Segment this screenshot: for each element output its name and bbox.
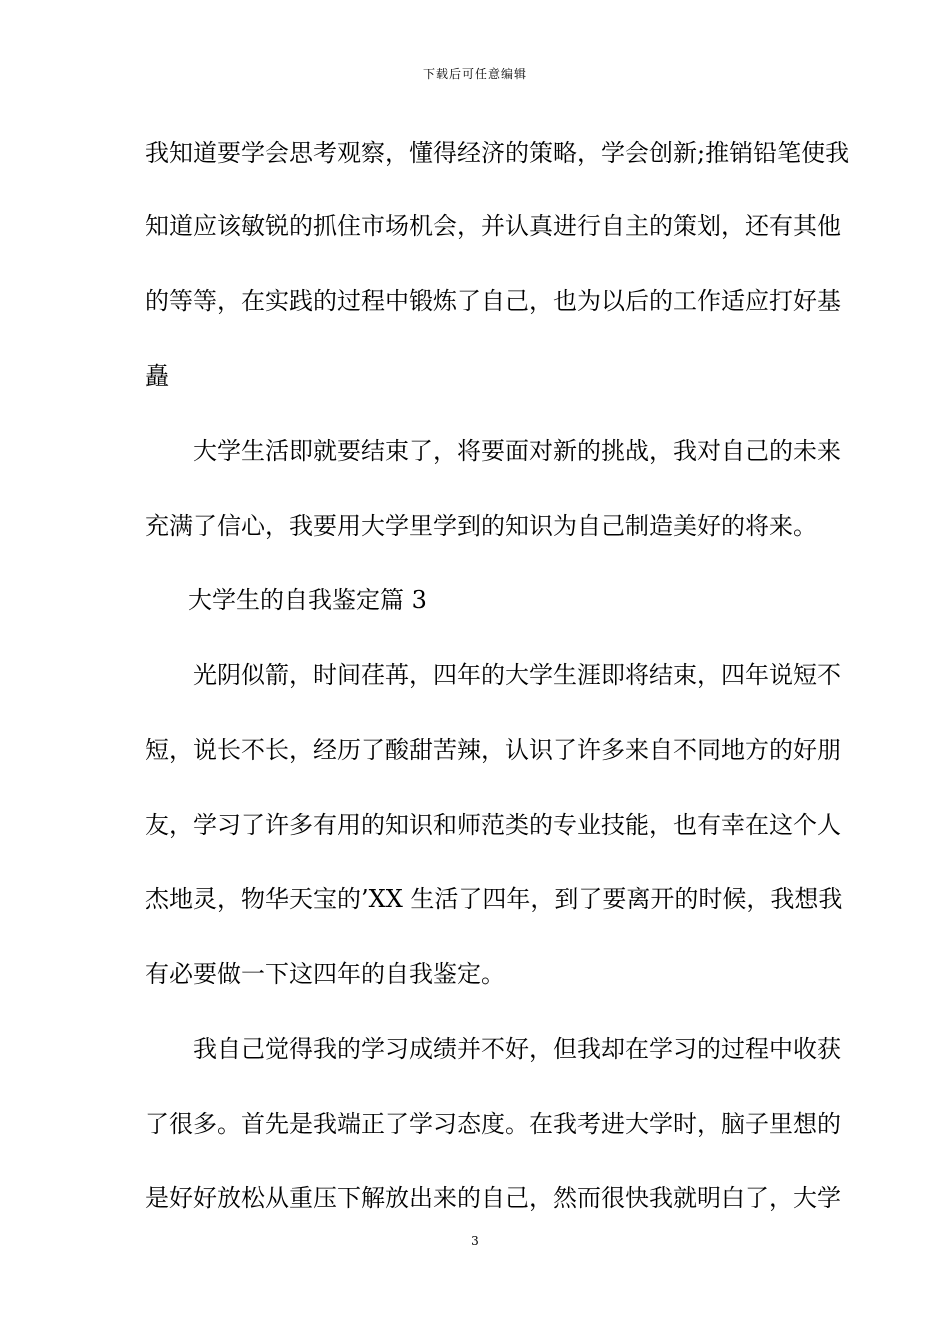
text-line: 短，说长不长，经历了酸甜苦辣，认识了许多来自不同地方的好朋 xyxy=(145,736,841,764)
text-line: 友，学习了许多有用的知识和师范类的专业技能，也有幸在这个人 xyxy=(145,811,841,839)
section-heading: 大学生的自我鉴定篇 3 xyxy=(188,586,427,614)
text-line: 的等等，在实践的过程中锻炼了自己，也为以后的工作适应打好基 xyxy=(145,287,841,315)
page-header: 下载后可任意编辑 xyxy=(422,67,527,81)
text-line: 充满了信心，我要用大学里学到的知识为自己制造美好的将来。 xyxy=(145,512,817,540)
text-line: 是好好放松从重压下解放出来的自己，然而很快我就明白了，大学 xyxy=(145,1184,841,1212)
text-line: 知道应该敏锐的抓住市场机会，并认真进行自主的策划，还有其他 xyxy=(145,212,841,240)
text-line: 了很多。首先是我端正了学习态度。在我考进大学时，脑子里想的 xyxy=(145,1110,841,1138)
text-line: 杰地灵，物华天宝的’XX 生活了四年，到了要离开的时候，我想我 xyxy=(145,885,843,913)
text-line: 有必要做一下这四年的自我鉴定。 xyxy=(145,960,505,988)
paragraph-first-line: 我自己觉得我的学习成绩并不好，但我却在学习的过程中收获 xyxy=(193,1035,841,1063)
paragraph-first-line: 大学生活即就要结束了，将要面对新的挑战，我对自己的未来 xyxy=(193,437,841,465)
page-number: 3 xyxy=(471,1234,479,1248)
text-line: 我知道要学会思考观察，懂得经济的策略，学会创新;推销铅笔使我 xyxy=(145,139,850,167)
paragraph-first-line: 光阴似箭，时间荏苒，四年的大学生涯即将结束，四年说短不 xyxy=(193,661,841,689)
text-line: 矗 xyxy=(145,362,169,390)
